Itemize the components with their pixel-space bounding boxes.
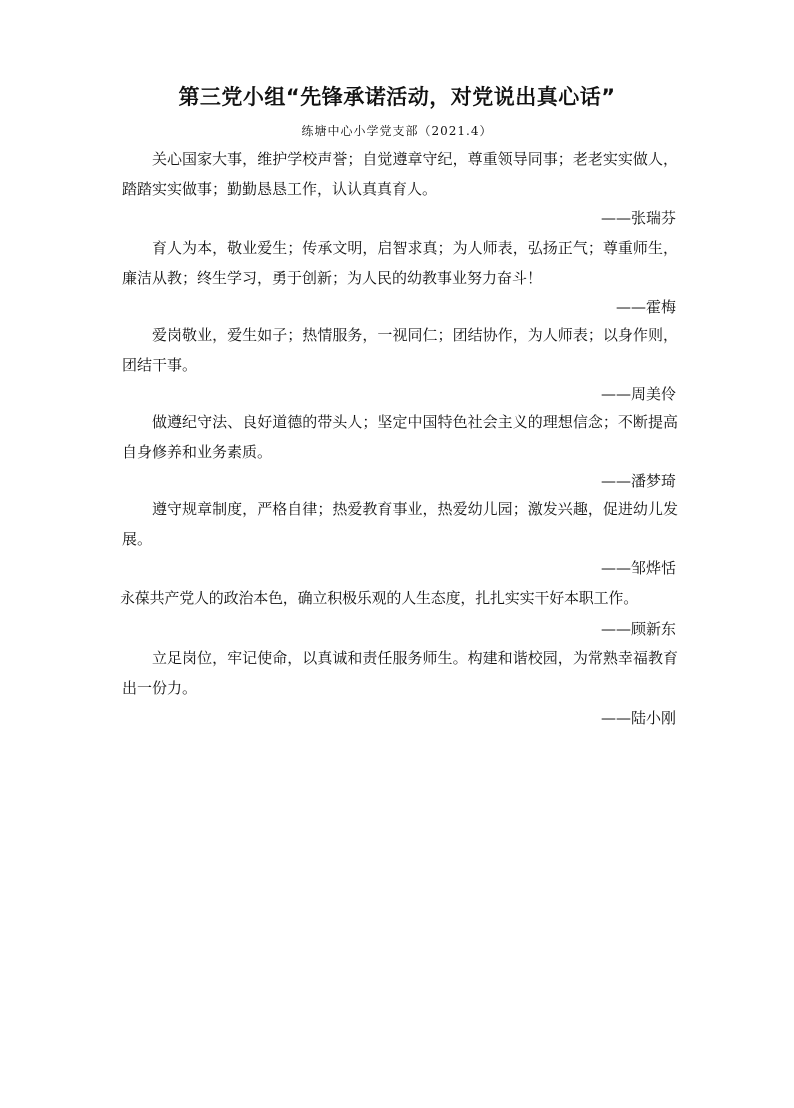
pledge-text: 做遵纪守法、良好道德的带头人；坚定中国特色社会主义的理想信念；不断提高自身修养和业务素质。: [122, 413, 678, 461]
pledge-signature: ——霍梅: [615, 298, 676, 316]
page-title: 第三党小组“先锋承诺活动，对党说出真心话”: [178, 85, 616, 109]
pledge-text: 立足岗位，牢记使命，以真诚和责任服务师生。构建和谐校园，为常熟幸福教育出一份力。: [122, 649, 678, 697]
pledge-text: 爱岗敬业，爱生如子；热情服务，一视同仁；团结协作，为人师表；以身作则，团结干事。: [122, 326, 678, 374]
pledge-text: 永葆共产党人的政治本色，确立积极乐观的人生态度，扎扎实实干好本职工作。: [120, 589, 639, 607]
pledge-signature: ——张瑞芬: [600, 209, 676, 227]
pledge-text: 遵守规章制度，严格自律；热爱教育事业，热爱幼儿园；激发兴趣，促进幼儿发展。: [122, 500, 678, 548]
pledge-text: 关心国家大事，维护学校声誉；自觉遵章守纪，尊重领导同事；老老实实做人，踏踏实实做事；勤勤恳恳工作，认认真真育人。: [122, 150, 678, 198]
pledge-signature: ——陆小刚: [600, 709, 676, 727]
page-subtitle: 练塘中心小学党支部（2021.4）: [301, 124, 493, 138]
pledge-text: 育人为本，敬业爱生；传承文明，启智求真；为人师表，弘扬正气；尊重师生，廉洁从教；终生学习，勇于创新；为人民的幼教事业努力奋斗！: [122, 239, 678, 287]
pledge-signature: ——顾新东: [600, 620, 676, 638]
pledge-signature: ——潘梦琦: [600, 472, 676, 490]
pledge-signature: ——周美伶: [600, 385, 676, 403]
pledge-signature: ——邹烨恬: [600, 559, 676, 577]
